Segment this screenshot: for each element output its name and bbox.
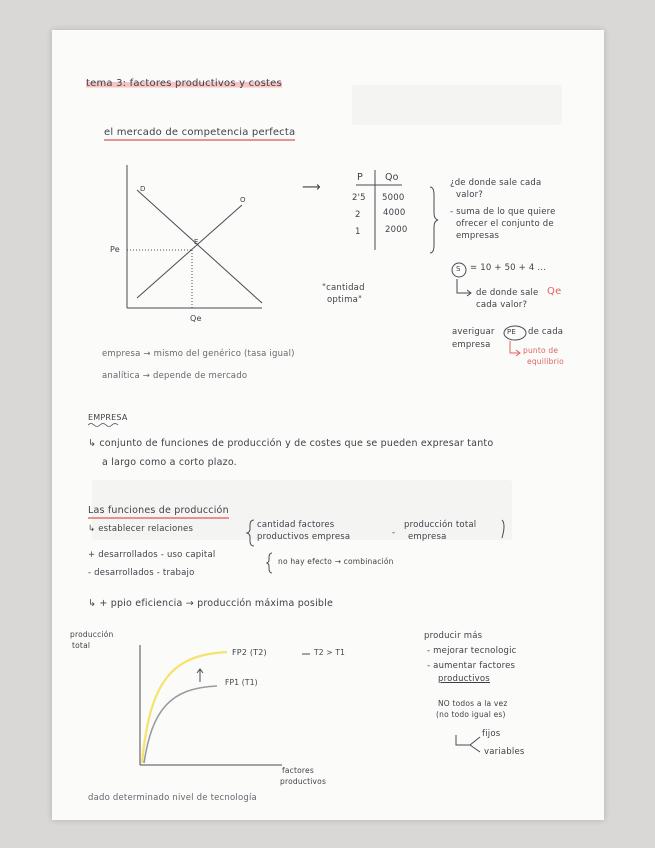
no-todos: (no todo igual es) [436, 710, 506, 719]
question-1: ¿de donde sale cada [450, 178, 542, 188]
empresa-definition: ↳ conjunto de funciones de producción y de costes que se pueden expresar tanto [88, 438, 494, 449]
table-cell: 2 [355, 210, 361, 220]
red-hook-arrow [510, 341, 520, 353]
establecer-text: ↳ establecer relaciones [88, 524, 194, 534]
brace-small [267, 553, 272, 573]
minus-sign: - [392, 528, 396, 538]
variables-label: variables [484, 747, 525, 757]
page-title: tema 3: factores productivos y costes [86, 78, 282, 89]
demand-line [137, 190, 262, 303]
y-label: total [72, 641, 91, 650]
note-empresa: empresa → mismo del genérico (tasa igual) [102, 349, 295, 359]
x-label: productivos [280, 777, 327, 786]
table-cell: 2'5 [352, 193, 366, 203]
x-label: factores [282, 766, 314, 775]
y-label: producción [70, 630, 114, 639]
empresa-definition: a largo como a corto plazo. [102, 457, 237, 468]
brace-content: cantidad factores [257, 520, 335, 530]
supply-demand-graph [52, 30, 604, 820]
table-header-p: P [357, 172, 363, 183]
label-d: D [140, 185, 146, 193]
question-2: cada valor? [476, 300, 528, 310]
section-heading-funciones: Las funciones de producción [88, 505, 229, 519]
cantidad-text: optima" [327, 295, 363, 305]
fijos-variables-fork [456, 735, 480, 752]
notebook-page [52, 30, 604, 820]
question-1: valor? [456, 190, 484, 200]
averiguar-text: empresa [452, 340, 491, 350]
qe-red: Qe [547, 286, 562, 297]
label-pe: Pe [110, 245, 120, 254]
producir-option: productivos [438, 674, 490, 684]
producir-option: - mejorar tecnologic [427, 646, 517, 656]
footer-note: dado determinado nivel de tecnología [88, 793, 257, 803]
no-todos: NO todos a la vez [438, 699, 508, 708]
punto-equilibrio: equilibrio [527, 357, 564, 366]
fp2-curve [142, 652, 227, 763]
desarrollados-trabajo: - desarrollados - trabajo [88, 568, 195, 578]
label-o: O [240, 196, 246, 204]
answer-1: empresas [456, 231, 500, 241]
table-cell: 2000 [385, 225, 408, 235]
answer-1: ofrecer el conjunto de [456, 219, 554, 229]
combinacion-text: no hay efecto → combinación [278, 557, 394, 566]
producir-mas: producir más [424, 631, 483, 641]
answer-1: - suma de lo que quiere [450, 207, 556, 217]
table-cell: 4000 [383, 208, 406, 218]
label-qe: Qe [190, 314, 202, 323]
section-heading-mercado: el mercado de competencia perfecta [104, 127, 295, 141]
question-2: de donde sale [476, 288, 539, 298]
principio-eficiencia: ↳ + ppio eficiencia → producción máxima posible [88, 598, 334, 609]
averiguar-text: averiguar [452, 327, 495, 337]
supply-line [137, 205, 242, 298]
t2-gt-t1: T2 > T1 [314, 648, 346, 657]
averiguar-text: de cada [528, 327, 564, 337]
note-analitica: analítica → depende de mercado [102, 371, 248, 381]
brace-left [247, 520, 254, 546]
label-e: E [194, 238, 199, 246]
cantidad-text: "cantidad [322, 283, 365, 293]
table-cell: 5000 [382, 193, 405, 203]
producir-option: - aumentar factores [427, 661, 516, 671]
table-cell: 1 [355, 227, 361, 237]
section-heading-empresa: EMPRESA [88, 413, 128, 422]
punto-equilibrio: punto de [523, 346, 559, 355]
pe-circled: PE [507, 328, 517, 336]
brace-right [502, 520, 504, 538]
sum-s: S [456, 265, 461, 273]
produccion-total: producción total [404, 520, 477, 530]
brace-content: productivos empresa [257, 532, 351, 542]
fijos-label: fijos [482, 729, 501, 739]
table-header-qo: Qo [385, 172, 399, 183]
table-brace [430, 187, 438, 253]
fp2-label: FP2 (T2) [232, 648, 267, 657]
produccion-total: empresa [408, 532, 447, 542]
fp1-label: FP1 (T1) [225, 678, 258, 687]
sum-expression: = 10 + 50 + 4 ... [470, 263, 547, 273]
desarrollados-capital: + desarrollados - uso capital [88, 550, 216, 560]
empresa-squiggle [88, 424, 118, 427]
right-arrow: ⟶ [302, 180, 321, 195]
